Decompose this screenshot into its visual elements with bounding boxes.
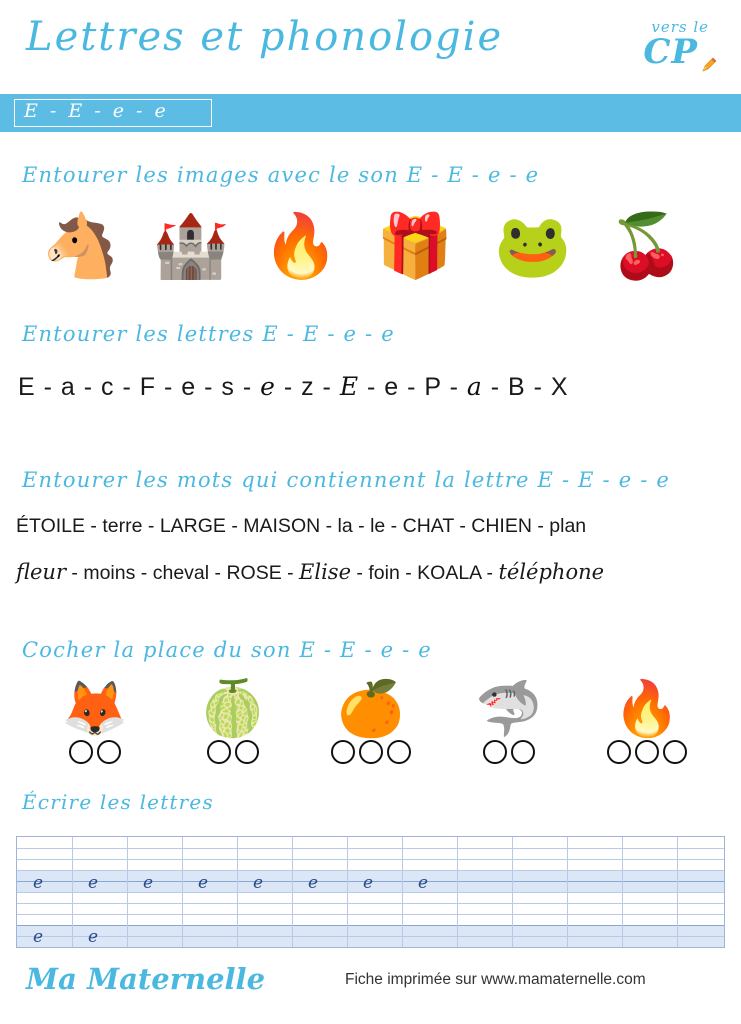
position-circle[interactable] [235, 740, 259, 764]
word-separator: - [66, 562, 84, 584]
model-letter: e [308, 873, 319, 893]
exercise-letter[interactable]: X [550, 373, 569, 401]
word-separator: - [385, 515, 403, 537]
footer-logo: Ma Maternelle [26, 962, 266, 996]
writing-grid[interactable] [16, 836, 725, 948]
word-separator: - [481, 562, 499, 584]
page-title: Lettres et phonologie [26, 14, 504, 60]
position-circle[interactable] [207, 740, 231, 764]
grid-hline [17, 903, 724, 904]
pencil-icon [701, 46, 717, 62]
position-circle[interactable] [483, 740, 507, 764]
word-separator: - [209, 562, 227, 584]
model-letter: e [33, 873, 44, 893]
grid-vline [622, 837, 623, 947]
castle-image[interactable]: 🏰 [152, 212, 230, 281]
words-line-2[interactable] [16, 560, 604, 585]
exercise-word[interactable]: fleur [16, 560, 66, 584]
exercise-letter[interactable]: F [139, 373, 157, 401]
exercise-word[interactable]: Elise [299, 560, 352, 584]
shark-image[interactable]: 🦈 [475, 679, 543, 739]
horse-image[interactable]: 🐴 [42, 212, 120, 281]
position-circle[interactable] [359, 740, 383, 764]
word-separator: - [320, 515, 338, 537]
letter-separator: - [234, 373, 261, 401]
exercise-word[interactable]: CHAT [402, 515, 454, 537]
exercise-letter[interactable]: a [466, 372, 483, 401]
word-separator: - [142, 515, 160, 537]
gift-image[interactable]: 🎁 [376, 212, 454, 281]
exercise-word[interactable]: foin [368, 562, 400, 584]
exercise-letter[interactable]: P [424, 373, 442, 401]
letters-exercise-line[interactable] [18, 372, 569, 402]
letter-separator: - [35, 373, 61, 401]
position-circle[interactable] [69, 740, 93, 764]
exercise-letter[interactable]: e [260, 372, 276, 401]
exercise-word[interactable]: CHIEN [471, 515, 532, 537]
word-separator: - [225, 515, 244, 537]
word-separator: - [85, 515, 103, 537]
exercise-letter[interactable]: e [384, 373, 400, 401]
position-circle[interactable] [387, 740, 411, 764]
letter-separator: - [399, 373, 425, 401]
exercise-letter[interactable]: E [18, 373, 36, 401]
letter-separator: - [114, 373, 140, 401]
grid-vline [457, 837, 458, 947]
letter-band-letters: E - E - e - e [24, 100, 169, 122]
cherry-image[interactable]: 🍒 [608, 212, 686, 281]
grid-vline [402, 837, 403, 947]
letter-separator: - [359, 373, 385, 401]
heading-ecrire-lettres: Écrire les lettres [22, 790, 214, 814]
letter-separator: - [314, 373, 340, 401]
exercise-word[interactable]: LARGE [159, 515, 226, 537]
exercise-letter[interactable]: z [301, 373, 315, 401]
grid-hline [17, 859, 724, 860]
position-circle[interactable] [635, 740, 659, 764]
exercise-word[interactable]: le [370, 515, 386, 537]
exercise-word[interactable]: terre [102, 515, 143, 537]
image-row-sounds [26, 206, 716, 286]
letter-separator: - [75, 373, 102, 401]
word-separator: - [351, 562, 369, 584]
letter-separator: - [441, 373, 467, 401]
footer-note: Fiche imprimée sur www.mamaternelle.com [345, 971, 646, 988]
word-separator: - [453, 515, 472, 537]
word-separator: - [352, 515, 371, 537]
sound-position-circles[interactable] [302, 740, 440, 770]
exercise-word[interactable]: ÉTOILE [16, 515, 86, 537]
letter-separator: - [482, 373, 508, 401]
grid-vline [292, 837, 293, 947]
exercise-letter[interactable]: c [101, 373, 115, 401]
word-separator: - [281, 562, 300, 584]
grid-vline [127, 837, 128, 947]
model-letter: e [253, 873, 264, 893]
word-separator: - [399, 562, 418, 584]
heading-entourer-lettres: Entourer les lettres E - E - e - e [22, 322, 395, 346]
exercise-word[interactable]: KOALA [417, 562, 482, 584]
grid-hline [17, 914, 724, 915]
model-letter: e [88, 927, 99, 947]
position-circle[interactable] [97, 740, 121, 764]
model-letter: e [143, 873, 154, 893]
grid-hline [17, 848, 724, 849]
exercise-letter[interactable]: B [508, 373, 526, 401]
fox-image[interactable]: 🦊 [61, 679, 129, 739]
letter-separator: - [156, 373, 182, 401]
exercise-word[interactable]: téléphone [498, 560, 605, 584]
grid-vline [677, 837, 678, 947]
exercise-word[interactable]: cheval [152, 562, 210, 584]
badge-cp-text: CP [643, 32, 698, 72]
model-letter: e [418, 873, 429, 893]
image-row-position [26, 672, 716, 744]
grid-vline [182, 837, 183, 947]
vers-le-cp-badge [643, 18, 717, 72]
exercise-word[interactable]: moins [83, 562, 136, 584]
model-letter: e [198, 873, 209, 893]
word-separator: - [531, 515, 550, 537]
exercise-letter[interactable]: E [339, 372, 360, 401]
grid-vline [72, 837, 73, 947]
exercise-letter[interactable]: s [221, 373, 235, 401]
grid-vline [512, 837, 513, 947]
position-circle[interactable] [331, 740, 355, 764]
heading-entourer-images: Entourer les images avec le son E - E - e - e [22, 163, 540, 187]
word-separator: - [135, 562, 153, 584]
exercise-word[interactable]: plan [549, 515, 587, 537]
badge-big-label [643, 32, 717, 72]
fireplace-image[interactable]: 🔥 [613, 679, 681, 739]
grid-hline [17, 925, 724, 926]
heading-entourer-mots: Entourer les mots qui contiennent la lettre E - E - e - e [22, 468, 671, 492]
letter-separator: - [275, 373, 302, 401]
exercise-word[interactable]: la [337, 515, 353, 537]
letter-separator: - [525, 373, 551, 401]
exercise-word[interactable]: ROSE [226, 562, 282, 584]
circle-row[interactable] [26, 740, 716, 770]
letter-separator: - [196, 373, 222, 401]
heading-cocher-place: Cocher la place du son E - E - e - e [22, 638, 432, 662]
melon-image[interactable]: 🍈 [199, 679, 267, 739]
grid-vline [237, 837, 238, 947]
sound-position-circles[interactable] [26, 740, 164, 770]
frog-image[interactable]: 🐸 [494, 212, 572, 281]
words-line-1[interactable] [16, 515, 586, 538]
fireplace-image[interactable]: 🔥 [262, 212, 340, 281]
sound-position-circles[interactable] [164, 740, 302, 770]
exercise-letter[interactable]: a [60, 373, 76, 401]
grid-hline [17, 870, 724, 871]
sound-position-circles[interactable] [440, 740, 578, 770]
model-letter: e [363, 873, 374, 893]
position-circle[interactable] [663, 740, 687, 764]
grid-vline [567, 837, 568, 947]
exercise-word[interactable]: MAISON [243, 515, 321, 537]
model-letter: e [33, 927, 44, 947]
grid-hline [17, 936, 724, 937]
position-circle[interactable] [511, 740, 535, 764]
model-letter: e [88, 873, 99, 893]
grapefruit-image[interactable]: 🍊 [337, 679, 405, 739]
position-circle[interactable] [607, 740, 631, 764]
grid-vline [347, 837, 348, 947]
badge-small-label: vers le [651, 18, 710, 36]
exercise-letter[interactable]: e [181, 373, 197, 401]
sound-position-circles[interactable] [578, 740, 716, 770]
